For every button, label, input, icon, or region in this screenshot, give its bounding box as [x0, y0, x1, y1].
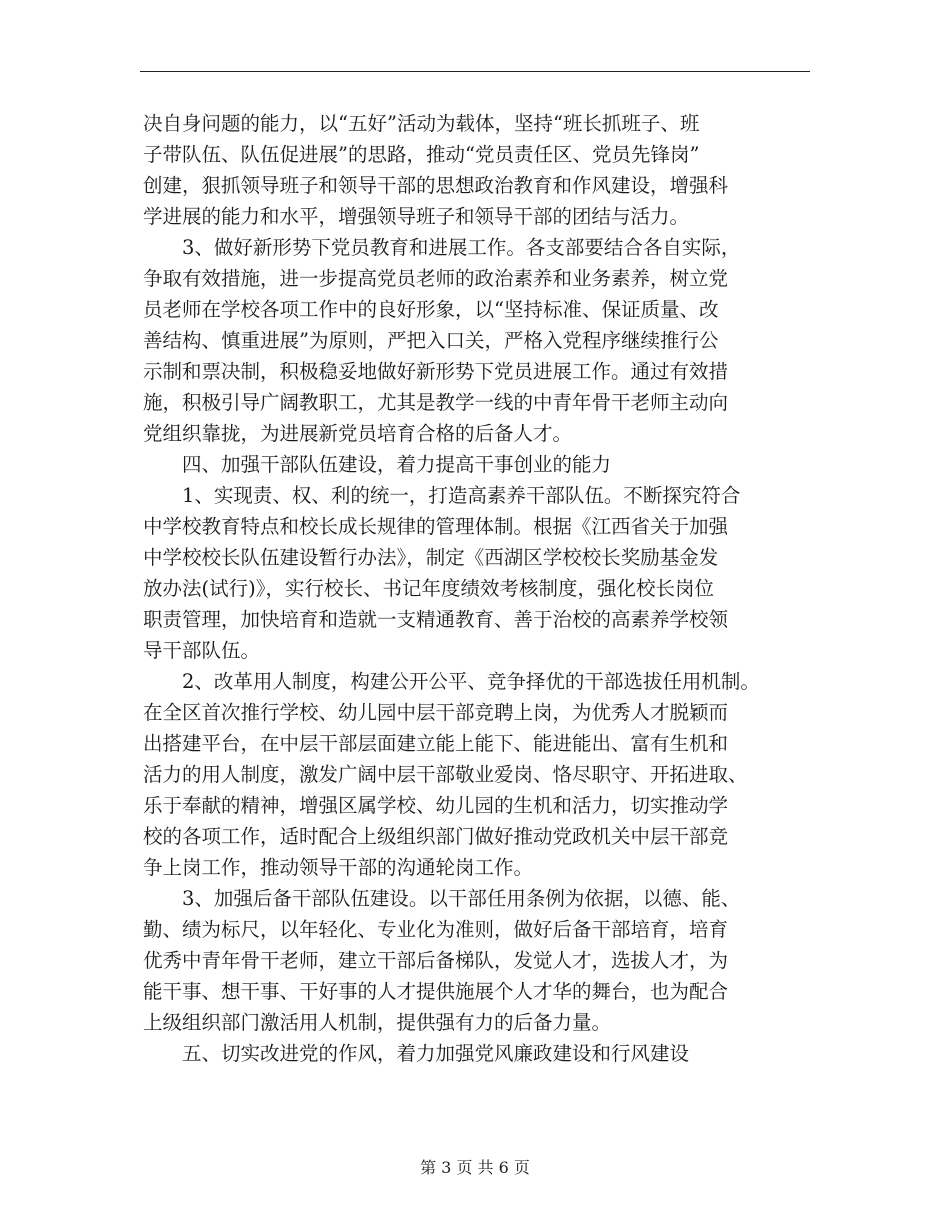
- text-line: 争上岗工作，推动领导干部的沟通轮岗工作。: [143, 856, 534, 879]
- text-line: 四、加强干部队伍建设，着力提高干事创业的能力: [182, 453, 612, 476]
- text-line: 学进展的能力和水平，增强领导班子和领导干部的团结与活力。: [143, 205, 690, 228]
- text-line: 善结构、慎重进展”为原则，严把入口关，严格入党程序继续推行公: [143, 329, 719, 352]
- text-line: 施，积极引导广阔教职工，尤其是教学一线的中青年骨干老师主动向: [143, 391, 729, 414]
- page-footer: 第 3 页 共 6 页: [420, 1158, 530, 1177]
- text-line: 能干事、想干事、干好事的人才提供施展个人才华的舞台，也为配合: [143, 980, 729, 1003]
- text-line: 1、实现责、权、利的统一，打造高素养干部队伍。不断探究符合: [182, 484, 741, 507]
- text-line: 2、改革用人制度，构建公开公平、竞争择优的干部选拔任用机制。: [182, 670, 760, 693]
- text-line: 出搭建平台，在中层干部层面建立能上能下、能进能出、富有生机和: [143, 732, 729, 755]
- text-line: 上级组织部门激活用人机制，提供强有力的后备力量。: [143, 1011, 612, 1034]
- text-line: 勤、绩为标尺，以年轻化、专业化为准则，做好后备干部培育，培育: [143, 918, 729, 941]
- text-line: 决自身问题的能力，以“五好”活动为载体，坚持“班长抓班子、班: [143, 112, 700, 135]
- text-line: 示制和票决制，积极稳妥地做好新形势下党员进展工作。通过有效措: [143, 360, 729, 383]
- text-line: 3、加强后备干部队伍建设。以干部任用条例为依据，以德、能、: [182, 887, 741, 910]
- text-line: 中学校教育特点和校长成长规律的管理体制。根据《江西省关于加强: [143, 515, 729, 538]
- header-rule: [140, 71, 810, 72]
- text-line: 职责管理，加快培育和造就一支精通教育、善于治校的高素养学校领: [143, 608, 729, 631]
- text-line: 3、做好新形势下党员教育和进展工作。各支部要结合各自实际，: [182, 236, 741, 259]
- text-line: 五、切实改进党的作风，着力加强党风廉政建设和行风建设: [182, 1042, 690, 1065]
- text-line: 校的各项工作，适时配合上级组织部门做好推动党政机关中层干部竞: [143, 825, 729, 848]
- text-line: 争取有效措施，进一步提高党员老师的政治素养和业务素养，树立党: [143, 267, 729, 290]
- text-line: 导干部队伍。: [143, 639, 261, 662]
- text-line: 创建，狠抓领导班子和领导干部的思想政治教育和作风建设，增强科: [143, 174, 729, 197]
- text-line: 活力的用人制度，激发广阔中层干部敬业爱岗、恪尽职守、开拓进取、: [143, 763, 748, 786]
- text-line: 在全区首次推行学校、幼儿园中层干部竞聘上岗，为优秀人才脱颖而: [143, 701, 729, 724]
- text-line: 员老师在学校各项工作中的良好形象，以“坚持标准、保证质量、改: [143, 298, 719, 321]
- text-line: 子带队伍、队伍促进展”的思路，推动“党员责任区、党员先锋岗”: [143, 143, 700, 166]
- text-line: 放办法(试行)》，实行校长、书记年度绩效考核制度，强化校长岗位: [143, 577, 714, 600]
- text-line: 党组织靠拢，为进展新党员培育合格的后备人才。: [143, 422, 573, 445]
- text-line: 乐于奉献的精神，增强区属学校、幼儿园的生机和活力，切实推动学: [143, 794, 729, 817]
- document-body: [143, 108, 819, 1069]
- text-line: 中学校校长队伍建设暂行办法》，制定《西湖区学校校长奖励基金发: [143, 546, 719, 569]
- text-line: 优秀中青年骨干老师，建立干部后备梯队，发觉人才，选拔人才，为: [143, 949, 729, 972]
